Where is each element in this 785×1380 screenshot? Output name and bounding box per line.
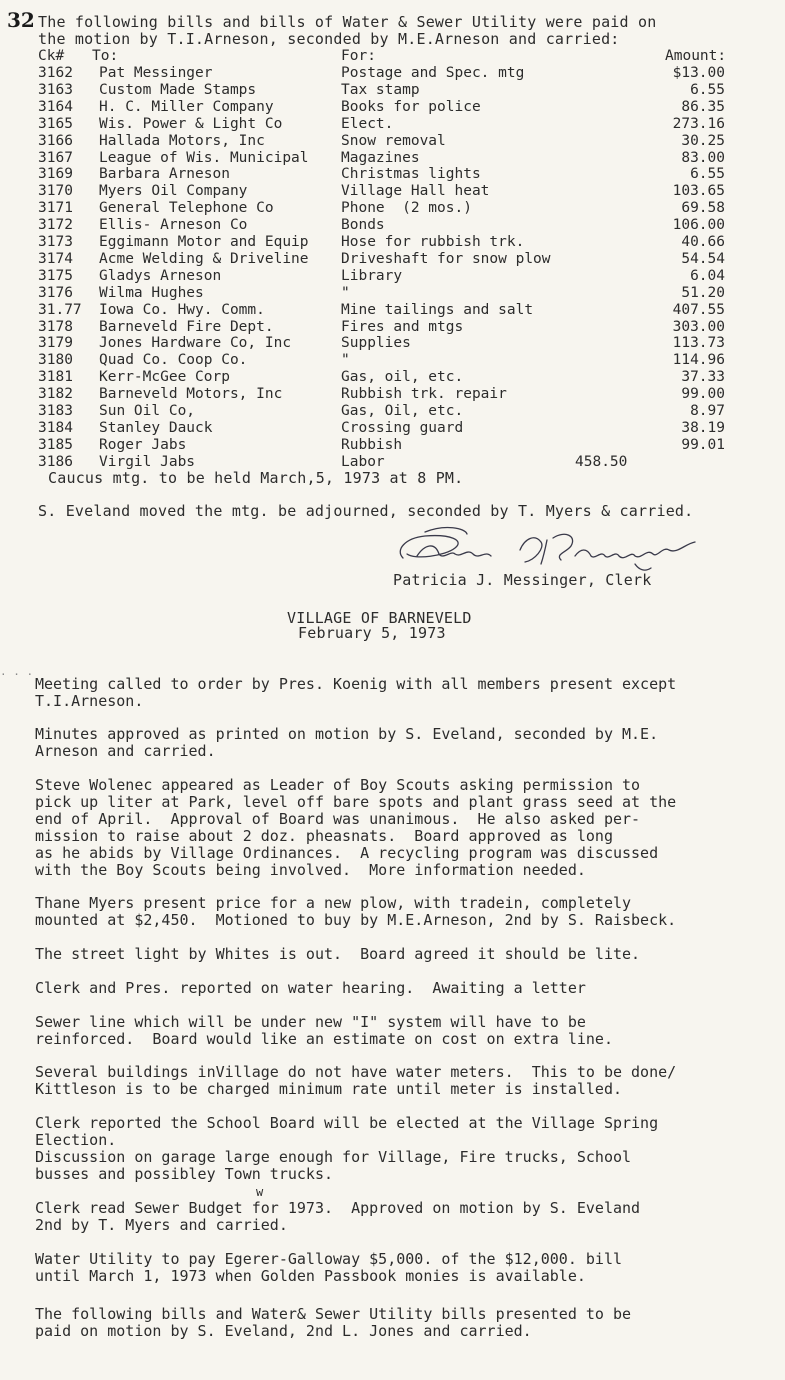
bill-ck-number: 3173 (38, 234, 73, 250)
bill-amount: 86.35 (681, 98, 725, 115)
bill-payee: Pat Messinger (99, 65, 213, 81)
bill-purpose: Books for police (341, 98, 481, 115)
adjourn-motion: S. Eveland moved the mtg. be adjourned, seconded by T. Myers & carried. (38, 502, 694, 520)
paragraph-sewer-line: Sewer line which will be under new "I" system will have to be reinforced. Board would like an estimate on cost on extra line. (35, 1013, 613, 1048)
bill-ck-number: 3170 (38, 183, 73, 200)
bill-purpose: Magazines (341, 149, 420, 166)
bill-ck-number: 3163 (38, 81, 73, 98)
bill-purpose: Gas, Oil, etc. (341, 403, 464, 419)
bill-ck-number: 3182 (38, 386, 73, 403)
header-to: To: (92, 48, 119, 64)
table-row (0, 82, 785, 99)
bill-purpose: " (341, 352, 350, 369)
bill-purpose: Supplies (341, 335, 411, 352)
table-row (0, 403, 785, 420)
bill-purpose: Postage and Spec. mtg (341, 65, 525, 81)
table-row (0, 285, 785, 302)
bill-amount: 103.65 (672, 183, 725, 200)
bill-amount: $13.00 (672, 65, 725, 81)
bill-purpose: Gas, oil, etc. (341, 369, 464, 386)
bill-payee: Iowa Co. Hwy. Comm. (99, 301, 265, 318)
bill-purpose: Driveshaft for snow plow (341, 250, 551, 267)
bill-ck-number: 3186 (38, 453, 73, 470)
bill-payee: Acme Welding & Driveline (99, 250, 309, 267)
table-row (0, 437, 785, 454)
table-row (0, 302, 785, 319)
header-for: For: (341, 48, 376, 64)
bill-purpose: Rubbish trk. repair (341, 386, 507, 403)
inserted-mark: w (256, 1185, 264, 1199)
paragraph-boy-scouts: Steve Wolenec appeared as Leader of Boy Scouts asking permission to pick up liter at Park, level off bare spots and plant grass seed at the end of April. Approval of Board was unanimous. He also asked per- mission to raise about 2 doz. pheasnats. Board approved as long as he abids by Village Ordinances. A recycling program was discussed with the Boy Scouts being involved. More information needed. (35, 776, 677, 879)
bill-amount: 303.00 (672, 318, 725, 335)
bill-ck-number: 3178 (38, 318, 73, 335)
bill-payee: Virgil Jabs (99, 453, 196, 470)
bill-purpose: Crossing guard (341, 419, 464, 436)
bill-amount: 99.00 (681, 386, 725, 403)
table-row (0, 150, 785, 167)
bill-payee: Gladys Arneson (99, 267, 222, 284)
bill-purpose: Christmas lights (341, 166, 481, 183)
bill-ck-number: 3181 (38, 369, 73, 386)
table-row (0, 200, 785, 217)
bill-amount: 38.19 (681, 419, 725, 436)
bill-amount: 113.73 (672, 335, 725, 352)
bill-amount: 106.00 (672, 217, 725, 234)
paragraph-minutes: Minutes approved as printed on motion by S. Eveland, seconded by M.E. Arneson and carried. (35, 725, 659, 760)
bill-amount: 407.55 (672, 301, 725, 318)
bill-ck-number: 3179 (38, 335, 73, 352)
paragraph-school-board: Clerk reported the School Board will be elected at the Village Spring Election. Discussion on garage large enough for Village, Fire trucks, School busses and possibley Town trucks. (35, 1114, 659, 1183)
bill-ck-number: 3180 (38, 352, 73, 369)
bill-ck-number: 3165 (38, 115, 73, 132)
bill-ck-number: 3185 (38, 436, 73, 453)
bill-purpose: Snow removal (341, 132, 446, 149)
bill-payee: Barbara Arneson (99, 166, 230, 183)
bill-payee: Barneveld Motors, Inc (99, 386, 283, 403)
page-number: 32 (7, 8, 35, 32)
bill-payee: Jones Hardware Co, Inc (99, 335, 292, 352)
bill-amount: 8.97 (690, 403, 725, 419)
bill-ck-number: 3171 (38, 200, 73, 217)
bill-amount: 6.55 (690, 81, 725, 98)
bill-amount: 30.25 (681, 132, 725, 149)
bill-ck-number: 3174 (38, 250, 73, 267)
bill-purpose: Rubbish (341, 436, 403, 453)
bill-purpose: Fires and mtgs (341, 318, 464, 335)
bill-amount: 69.58 (681, 200, 725, 217)
paragraph-sewer-budget: Clerk read Sewer Budget for 1973. Approved on motion by S. Eveland 2nd by T. Myers and carried. (35, 1199, 641, 1234)
bill-payee: League of Wis. Municipal (99, 149, 309, 166)
bills-header-row (0, 48, 785, 65)
table-row (0, 234, 785, 251)
intro-line-2: the motion by T.I.Arneson, seconded by M.E.Arneson and carried: (38, 30, 620, 48)
table-row (0, 352, 785, 369)
bill-ck-number: 31.77 (38, 301, 82, 318)
bill-payee: H. C. Miller Company (99, 98, 274, 115)
bill-payee: Myers Oil Company (99, 183, 248, 200)
bill-purpose: Mine tailings and salt (341, 301, 534, 318)
bill-purpose: " (341, 284, 350, 301)
bill-amount: 458.50 (575, 453, 628, 470)
bill-payee: Roger Jabs (99, 436, 187, 453)
bill-amount: 40.66 (681, 234, 725, 250)
bill-ck-number: 3167 (38, 149, 73, 166)
bill-amount: 99.01 (681, 436, 725, 453)
bill-payee: Eggimann Motor and Equip (99, 234, 309, 250)
bill-payee: Barneveld Fire Dept. (99, 318, 274, 335)
caucus-note: Caucus mtg. to be held March,5, 1973 at 8 PM. (48, 469, 464, 487)
bill-payee: Ellis- Arneson Co (99, 217, 248, 234)
bill-ck-number: 3162 (38, 65, 73, 81)
table-row (0, 335, 785, 352)
bill-amount: 83.00 (681, 149, 725, 166)
paragraph-water-hearing: Clerk and Pres. reported on water hearing. Awaiting a letter (35, 979, 586, 997)
paragraph-following-bills: The following bills and Water& Sewer Utility bills presented to be paid on motion by S. Eveland, 2nd L. Jones and carried. (35, 1305, 632, 1340)
bill-payee: Wis. Power & Light Co (99, 115, 283, 132)
bill-payee: Sun Oil Co, (99, 403, 196, 419)
bill-ck-number: 3176 (38, 284, 73, 301)
paragraph-plow: Thane Myers present price for a new plow, with tradein, completely mounted at $2,450. Motioned to buy by M.E.Arneson, 2nd by S. Raisbeck. (35, 894, 677, 929)
table-row (0, 166, 785, 183)
bill-ck-number: 3175 (38, 267, 73, 284)
bill-purpose: Library (341, 267, 403, 284)
paragraph-street-light: The street light by Whites is out. Board agreed it should be lite. (35, 945, 641, 963)
intro-line-1: The following bills and bills of Water & Sewer Utility were paid on (38, 13, 657, 31)
bill-payee: Quad Co. Coop Co. (99, 352, 248, 369)
table-row (0, 133, 785, 150)
table-row (0, 420, 785, 437)
bill-purpose: Elect. (341, 115, 394, 132)
bill-amount: 54.54 (681, 250, 725, 267)
bill-purpose: Labor (341, 453, 385, 470)
bill-payee: Kerr-McGee Corp (99, 369, 230, 386)
bill-ck-number: 3169 (38, 166, 73, 183)
meeting-date: February 5, 1973 (298, 624, 446, 642)
bill-amount: 51.20 (681, 284, 725, 301)
bill-purpose: Phone (2 mos.) (341, 200, 472, 217)
signature-name: Patricia J. Messinger, Clerk (393, 571, 652, 589)
table-row (0, 369, 785, 386)
margin-mark: · · · (0, 668, 34, 681)
table-row (0, 319, 785, 336)
bill-payee: General Telephone Co (99, 200, 274, 217)
table-row (0, 183, 785, 200)
bill-amount: 273.16 (672, 115, 725, 132)
bill-amount: 6.04 (690, 267, 725, 284)
bill-payee: Stanley Dauck (99, 419, 213, 436)
handwritten-signature (395, 520, 700, 576)
table-row (0, 217, 785, 234)
bill-purpose: Bonds (341, 217, 385, 234)
bill-amount: 37.33 (681, 369, 725, 386)
bill-purpose: Tax stamp (341, 81, 420, 98)
header-ck: Ck# (38, 48, 65, 64)
table-row (0, 116, 785, 133)
table-row (0, 386, 785, 403)
village-title: VILLAGE OF BARNEVELD (287, 609, 472, 627)
bill-payee: Hallada Motors, Inc (99, 132, 265, 149)
bill-payee: Wilma Hughes (99, 284, 204, 301)
table-row (0, 251, 785, 268)
bill-ck-number: 3183 (38, 403, 73, 419)
table-row (0, 99, 785, 116)
bill-amount: 114.96 (672, 352, 725, 369)
paragraph-water-utility: Water Utility to pay Egerer-Galloway $5,000. of the $12,000. bill until March 1, 1973 when Golden Passbook monies is available. (35, 1250, 622, 1285)
bill-payee: Custom Made Stamps (99, 81, 257, 98)
paragraph-water-meters: Several buildings inVillage do not have water meters. This to be done/ Kittleson is to be charged minimum rate until meter is installed. (35, 1063, 677, 1098)
bill-purpose: Hose for rubbish trk. (341, 234, 525, 250)
header-amount: Amount: (665, 48, 727, 64)
bill-ck-number: 3166 (38, 132, 73, 149)
bill-purpose: Village Hall heat (341, 183, 490, 200)
bill-ck-number: 3172 (38, 217, 73, 234)
bill-ck-number: 3184 (38, 419, 73, 436)
bill-ck-number: 3164 (38, 98, 73, 115)
table-row (0, 65, 785, 82)
table-row (0, 268, 785, 285)
bill-amount: 6.55 (690, 166, 725, 183)
paragraph-call-to-order: Meeting called to order by Pres. Koenig with all members present except T.I.Arneson. (35, 675, 677, 710)
